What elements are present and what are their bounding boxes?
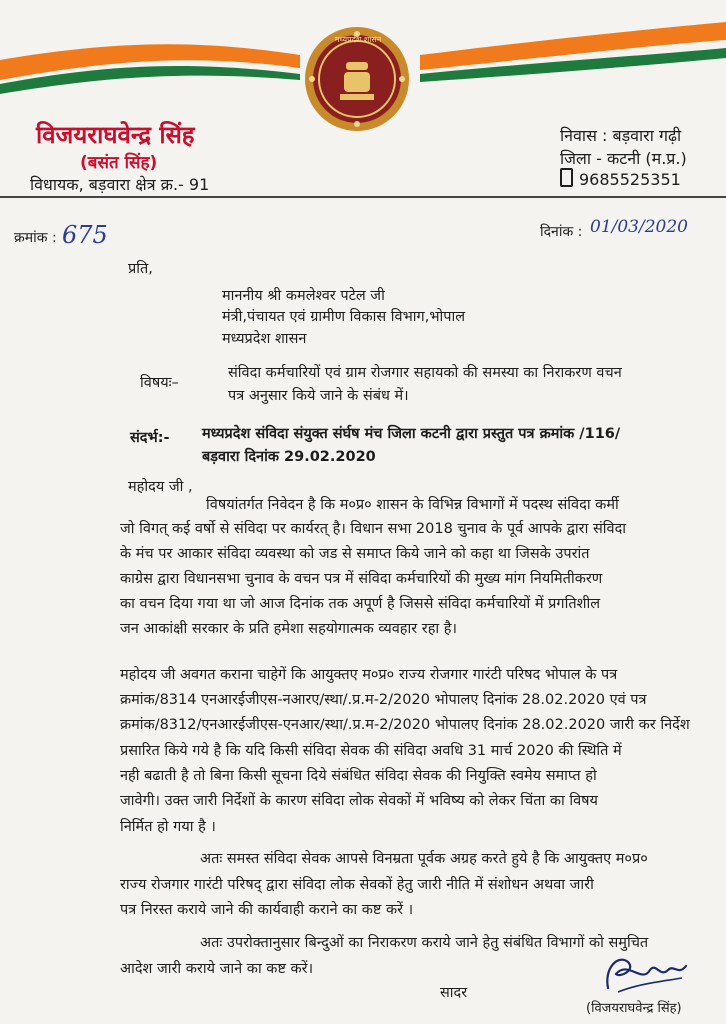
to-line-2: मंत्री,पंचायत एवं ग्रामीण विकास विभाग,भोपाल [222, 309, 466, 325]
p2-line-2: क्रमांक/8314 एनआरईजीएस-नआरए/स्था/.प्र.म-2/2020 भोपालए दिनांक 28.02.2020 एवं पत्र [120, 692, 647, 708]
header-divider [0, 196, 726, 198]
subject-line-2: पत्र अनुसार किये जाने के संबंध में। [228, 388, 409, 404]
p3-line-1: अतः समस्त संविदा सेवक आपसे विनम्रता पूर्वक अग्रह करते हुये है कि आयुक्तए म०प्र० [200, 851, 648, 867]
p2-line-6: जावेगी। उक्त जारी निर्देशों के कारण संविदा लोक सेवकों में भविष्य को लेकर चिंता का विषय [120, 793, 598, 809]
p2-line-4: प्रसारित किये गये है कि यदि किसी संविदा सेवक की संविदा अवधि 31 मार्च 2020 की स्थिति में [120, 743, 622, 759]
closing: सादर [440, 985, 468, 1001]
phone-row [560, 168, 681, 189]
p2-line-7: निर्मित हो गया है । [120, 819, 216, 835]
p1-line-2: जो विगत् कई वर्षो से संविदा पर कार्यरत् है। विधान सभा 2018 चुनाव के पूर्व आपके द्वारा संविदा [120, 521, 627, 537]
p1-line-1: विषयांतर्गत निवेदन है कि म०प्र० शासन के विभिन्न विभागों में पदस्थ संविदा कर्मी [206, 497, 619, 513]
sender-name: विजयराघवेन्द्र सिंह [36, 121, 195, 149]
p2-line-3: क्रमांक/8312/एनआरईजीएस-एनआर/स्था/.प्र.म-2/2020 भोपालए दिनांक 28.02.2020 जारी कर निर्देश [120, 717, 690, 733]
p3-line-3: पत्र निरस्त कराये जाने की कार्यवाही कराने का कष्ट करें । [120, 902, 414, 918]
date-value: 01/03/2020 [590, 217, 688, 237]
ref-label: क्रमांक : [14, 230, 57, 246]
emblem-text: मध्यप्रदेश शासन [334, 35, 382, 44]
phone-number: 9685525351 [579, 170, 681, 189]
subject-line-1: संविदा कर्मचारियों एवं ग्राम रोजगार सहायको की समस्या का निराकरण वचन [228, 365, 622, 381]
to-line-3: मध्यप्रदेश शासन [222, 331, 307, 347]
reference-label: संदर्भ:- [130, 430, 170, 446]
to-line-1: माननीय श्री कमलेश्वर पटेल जी [222, 288, 385, 304]
date-label: दिनांक : [540, 224, 583, 240]
p1-line-4: काग्रेस द्वारा विधानसभा चुनाव के वचन पत्र में संविदा कर्मचारियों की मुख्य मांग नियमितीकरण [120, 571, 603, 587]
p2-line-1: महोदय जी अवगत कराना चाहेगें कि आयुक्तए म०प्र० राज्य रोजगार गारंटी परिषद भोपाल के पत्र [120, 667, 618, 683]
sender-alias: (बसंत सिंह) [80, 153, 158, 173]
to-prefix: प्रति, [128, 261, 153, 277]
signature [598, 948, 694, 996]
residence: निवास : बड़वारा गढ़ी [560, 126, 682, 145]
subject-label: विषयः– [140, 375, 179, 391]
reference-line-1: मध्यप्रदेश संविदा संयुक्त संर्घष मंच जिला कटनी द्वारा प्रस्तुत पत्र क्रमांक /116/ [202, 426, 621, 442]
p1-line-6: जन आकांक्षी सरकार के प्रति हमेशा सहयोगात्मक व्यवहार रहा है। [120, 621, 457, 637]
district: जिला - कटनी (म.प्र.) [560, 149, 687, 168]
p1-line-3: के मंच पर आकार संविदा व्यवस्था को जड से समाप्त किये जाने को कहा था जिसके उपरांत [120, 546, 590, 562]
phone-icon [560, 168, 573, 187]
salutation: महोदय जी , [128, 479, 193, 495]
reference-line-2: बड़वारा दिनांक 29.02.2020 [202, 449, 376, 465]
ref-number: 675 [62, 221, 108, 249]
p3-line-2: राज्य रोजगार गारंटी परिषद् द्वारा संविदा लोक सेवकों हेतु जारी नीति में संशोधन अथवा जारी [120, 877, 594, 893]
p2-line-5: नही बढाती है तो बिना किसी सूचना दिये संबंधित संविदा सेवक की नियुक्ति स्वमेय समाप्त हो [120, 768, 597, 784]
p4-line-2: आदेश जारी कराये जाने का कष्ट करें। [120, 961, 314, 977]
p1-line-5: का वचन दिया गया था जो आज दिनांक तक अपूर्ण है जिससे संविदा कर्मचारियों में प्रगतिशील [120, 596, 601, 612]
signature-name: (विजयराघवेन्द्र सिंह) [586, 1001, 682, 1016]
sender-designation: विधायक, बड़वारा क्षेत्र क्र.- 91 [30, 175, 210, 194]
p4-line-1: अतः उपरोक्तानुसार बिन्दुओं का निराकरण कराये जाने हेतु संबंधित विभागों को समुचित [200, 935, 649, 951]
